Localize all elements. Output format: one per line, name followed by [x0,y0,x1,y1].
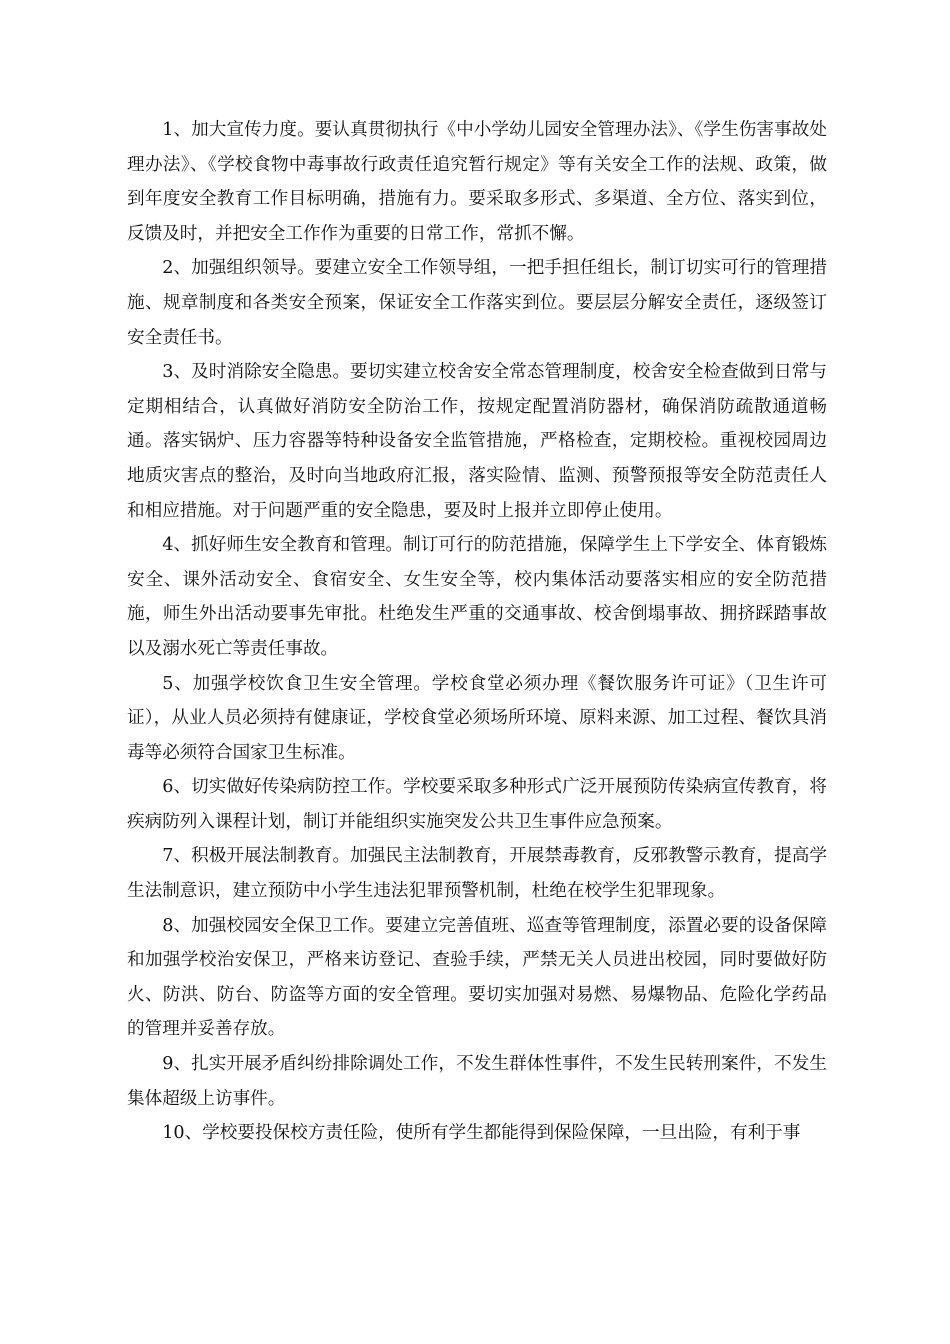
paragraph-5: 5、加强学校饮食卫生安全管理。学校食堂必须办理《餐饮服务许可证》（卫生许可证），从业人员必须持有健康证，学校食堂必须场所环境、原料来源、加工过程、餐饮具消毒等必须符合国家卫生标准。 [127,673,827,763]
paragraph-9: 9、扎实开展矛盾纠纷排除调处工作，不发生群体性事件，不发生民转刑案件，不发生集体超级上访事件。 [127,1054,827,1109]
paragraph-7: 7、积极开展法制教育。加强民主法制教育，开展禁毒教育，反邪教警示教育，提高学生法制意识，建立预防中小学生违法犯罪预警机制，杜绝在校学生犯罪现象。 [127,846,827,902]
paragraph-10: 10、学校要投保校方责任险，使所有学生都能得到保险保障，一旦出险，有利于事 [162,1123,801,1144]
paragraph-3: 3、及时消除安全隐患。要切实建立校舍安全常态管理制度，校舍安全检查做到日常与定期相结合，认真做好消防安全防治工作，按规定配置消防器材，确保消防疏散通道畅通。落实锅炉、压力容器等特种设备安全监管措施，严格检查，定期校检。重视校园周边地质灾害点的整治，及时向当地政府汇报，落实险情、监测、预警预报等安全防范责任人和相应措施。对于问题严重的安全隐患，要及时上报并立即停止使用。 [127,362,827,521]
paragraph-2: 2、加强组织领导。要建立安全工作领导组，一把手担任组长，制订切实可行的管理措施、规章制度和各类安全预案，保证安全工作落实到位。要层层分解安全责任，逐级签订安全责任书。 [127,258,827,348]
paragraph-1: 1、加大宣传力度。要认真贯彻执行《中小学幼儿园安全管理办法》、《学生伤害事故处理办法》、《学校食物中毒事故行政责任追究暂行规定》等有关安全工作的法规、政策，做到年度安全教育工作目标明确，措施有力。要采取多形式、多渠道、全方位、落实到位，反馈及时，并把安全工作作为重要的日常工作，常抓不懈。 [127,120,827,244]
document-body [127,113,827,1151]
paragraph-4: 4、抓好师生安全教育和管理。制订可行的防范措施，保障学生上下学安全、体育锻炼安全、课外活动安全、食宿安全、女生安全等，校内集体活动要落实相应的安全防范措施，师生外出活动要事先审批。杜绝发生严重的交通事故、校舍倒塌事故、拥挤踩踏事故以及溺水死亡等责任事故。 [127,535,827,659]
paragraph-6: 6、切实做好传染病防控工作。学校要采取多种形式广泛开展预防传染病宣传教育，将疾病防列入课程计划，制订并能组织实施突发公共卫生事件应急预案。 [127,777,827,832]
paragraph-8: 8、加强校园安全保卫工作。要建立完善值班、巡查等管理制度，添置必要的设备保障和加强学校治安保卫，严格来访登记、查验手续，严禁无关人员进出校园，同时要做好防火、防洪、防台、防盗等方面的安全管理。要切实加强对易燃、易爆物品、危险化学药品的管理并妥善存放。 [127,915,827,1040]
